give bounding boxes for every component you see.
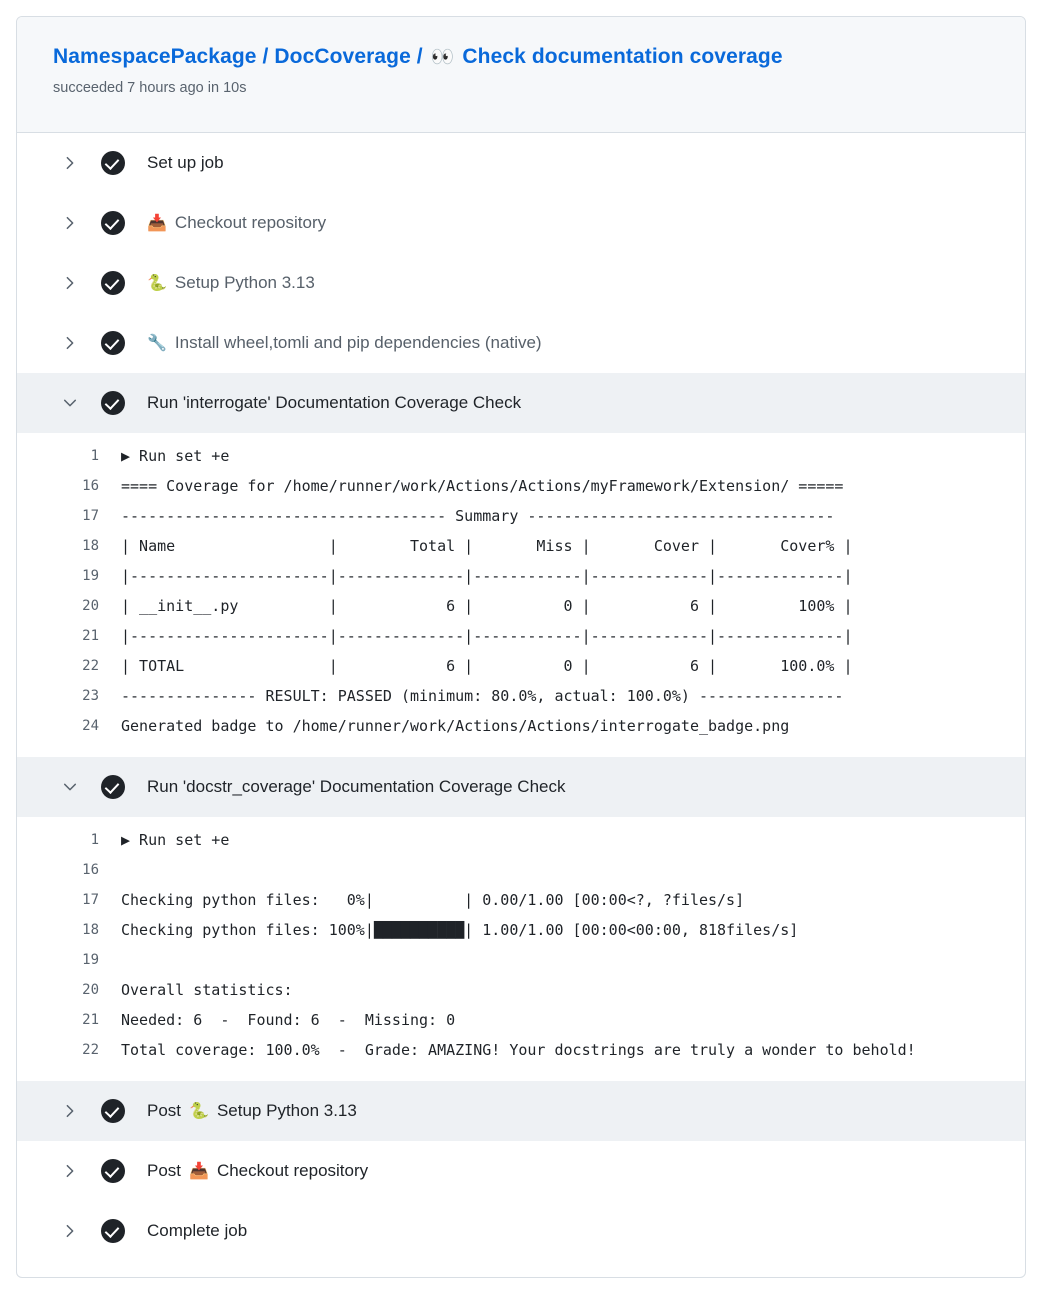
- line-number: 24: [82, 718, 99, 734]
- success-check-icon: [101, 1159, 125, 1183]
- line-text: Checking python files: 0%| | 0.00/1.00 [00:00<?, ?files/s]: [121, 891, 745, 909]
- step-row-set-up-job[interactable]: [17, 133, 1025, 193]
- line-number: 16: [82, 478, 99, 494]
- log-line: [17, 711, 1025, 741]
- chevron-right-icon[interactable]: [59, 1104, 81, 1118]
- log-line: [17, 681, 1025, 711]
- breadcrumb-workflow[interactable]: DocCoverage: [274, 45, 411, 68]
- success-check-icon: [101, 151, 125, 175]
- line-number: 18: [82, 538, 99, 554]
- chevron-right-icon[interactable]: [59, 276, 81, 290]
- line-number: 22: [82, 1042, 99, 1058]
- steps-list: [17, 133, 1025, 1261]
- chevron-right-icon[interactable]: [59, 336, 81, 350]
- log-line: [17, 1035, 1025, 1065]
- step-label: [147, 153, 224, 173]
- log-line: [17, 561, 1025, 591]
- log-line: [17, 915, 1025, 945]
- job-panel: [16, 16, 1026, 1278]
- line-text: Checking python files: 100%|██████████| 1.00/1.00 [00:00<00:00, 818files/s]: [121, 921, 799, 939]
- log-line: [17, 591, 1025, 621]
- line-number: 20: [82, 982, 99, 998]
- job-name[interactable]: Check documentation coverage: [462, 45, 783, 68]
- step-text: Set up job: [147, 153, 224, 172]
- step-row-post-setup-python[interactable]: [17, 1081, 1025, 1141]
- step-label: [147, 1221, 247, 1241]
- step-text: Install wheel,tomli and pip dependencies (native): [174, 333, 542, 352]
- line-number: 1: [90, 832, 99, 848]
- snake-icon: 🐍: [189, 1103, 209, 1120]
- success-check-icon: [101, 775, 125, 799]
- line-text: | TOTAL | 6 | 0 | 6 | 100.0% |: [121, 657, 853, 675]
- line-text: |----------------------|--------------|------------|-------------|--------------|: [121, 567, 853, 585]
- line-text: --------------- RESULT: PASSED (minimum: 80.0%, actual: 100.0%) ----------------: [121, 687, 844, 705]
- step-text: Run 'docstr_coverage' Documentation Coverage Check: [147, 777, 566, 796]
- success-check-icon: [101, 1099, 125, 1123]
- step-text: Checkout repository: [174, 213, 327, 232]
- step-row-install-deps[interactable]: [17, 313, 1025, 373]
- line-text: ▶ Run set +e: [121, 447, 230, 465]
- log-line: [17, 855, 1025, 885]
- log-line: [17, 531, 1025, 561]
- log-line: [17, 441, 1025, 471]
- line-number: 22: [82, 658, 99, 674]
- line-text: ==== Coverage for /home/runner/work/Actions/Actions/myFramework/Extension/ =====: [121, 477, 844, 495]
- eyes-icon: 👀: [430, 47, 455, 68]
- line-number: 18: [82, 922, 99, 938]
- step-text: Complete job: [147, 1221, 248, 1240]
- line-number: 23: [82, 688, 99, 704]
- line-number: 21: [82, 1012, 99, 1028]
- log-line: [17, 885, 1025, 915]
- step-label: [147, 1101, 357, 1121]
- step-row-run-interrogate[interactable]: [17, 373, 1025, 433]
- step-text: Setup Python 3.13: [216, 1101, 357, 1120]
- success-check-icon: [101, 1219, 125, 1243]
- step-prefix: Post: [147, 1101, 182, 1120]
- chevron-right-icon[interactable]: [59, 156, 81, 170]
- breadcrumb-separator-2: /: [410, 45, 429, 68]
- step-label: [147, 777, 566, 797]
- line-number: 17: [82, 892, 99, 908]
- chevron-right-icon[interactable]: [59, 1164, 81, 1178]
- line-number: 19: [82, 568, 99, 584]
- line-number: 20: [82, 598, 99, 614]
- line-number: 21: [82, 628, 99, 644]
- log-line: [17, 975, 1025, 1005]
- log-line: [17, 1005, 1025, 1035]
- line-text: Generated badge to /home/runner/work/Actions/Actions/interrogate_badge.png: [121, 717, 790, 735]
- step-text: Setup Python 3.13: [174, 273, 315, 292]
- line-text: | __init__.py | 6 | 0 | 6 | 100% |: [121, 597, 853, 615]
- line-text: Needed: 6 - Found: 6 - Missing: 0: [121, 1011, 456, 1029]
- job-status-line: succeeded 7 hours ago in 10s: [53, 79, 247, 96]
- log-output-docstr-coverage[interactable]: [17, 817, 1025, 1081]
- success-check-icon: [101, 271, 125, 295]
- step-row-setup-python[interactable]: [17, 253, 1025, 313]
- inbox-tray-icon: 📥: [147, 215, 167, 232]
- log-output-interrogate[interactable]: [17, 433, 1025, 757]
- step-prefix: Post: [147, 1161, 182, 1180]
- step-label: [147, 1161, 368, 1181]
- step-row-run-docstr-coverage[interactable]: [17, 757, 1025, 817]
- log-line: [17, 825, 1025, 855]
- step-label: [147, 213, 326, 233]
- line-number: 17: [82, 508, 99, 524]
- line-text: Total coverage: 100.0% - Grade: AMAZING! Your docstrings are truly a wonder to behold!: [121, 1041, 916, 1059]
- line-text: Overall statistics:: [121, 981, 293, 999]
- snake-icon: 🐍: [147, 275, 167, 292]
- breadcrumb-repo[interactable]: NamespacePackage: [53, 45, 257, 68]
- log-line: [17, 651, 1025, 681]
- inbox-tray-icon: 📥: [189, 1163, 209, 1180]
- step-text: Run 'interrogate' Documentation Coverage Check: [147, 393, 522, 412]
- line-text: |----------------------|--------------|------------|-------------|--------------|: [121, 627, 853, 645]
- step-label: [147, 333, 542, 353]
- success-check-icon: [101, 211, 125, 235]
- line-number: 1: [90, 448, 99, 464]
- step-row-complete-job[interactable]: [17, 1201, 1025, 1261]
- job-header: [17, 17, 1025, 133]
- breadcrumb-separator-1: /: [256, 45, 275, 68]
- wrench-icon: 🔧: [147, 335, 167, 352]
- success-check-icon: [101, 391, 125, 415]
- chevron-right-icon[interactable]: [59, 216, 81, 230]
- line-text: ▶ Run set +e: [121, 831, 230, 849]
- success-check-icon: [101, 331, 125, 355]
- chevron-down-icon[interactable]: [59, 396, 81, 410]
- log-line: [17, 471, 1025, 501]
- job-title: [53, 43, 1025, 71]
- step-label: [147, 273, 315, 293]
- step-label: [147, 393, 521, 413]
- step-text: Checkout repository: [216, 1161, 369, 1180]
- line-text: ------------------------------------ Summary ----------------------------------: [121, 507, 835, 525]
- log-line: [17, 501, 1025, 531]
- step-row-post-checkout-repository[interactable]: [17, 1141, 1025, 1201]
- chevron-right-icon[interactable]: [59, 1224, 81, 1238]
- line-number: 16: [82, 862, 99, 878]
- log-line: [17, 621, 1025, 651]
- chevron-down-icon[interactable]: [59, 780, 81, 794]
- line-text: | Name | Total | Miss | Cover | Cover% |: [121, 537, 853, 555]
- log-line: [17, 945, 1025, 975]
- step-row-checkout-repository[interactable]: [17, 193, 1025, 253]
- line-number: 19: [82, 952, 99, 968]
